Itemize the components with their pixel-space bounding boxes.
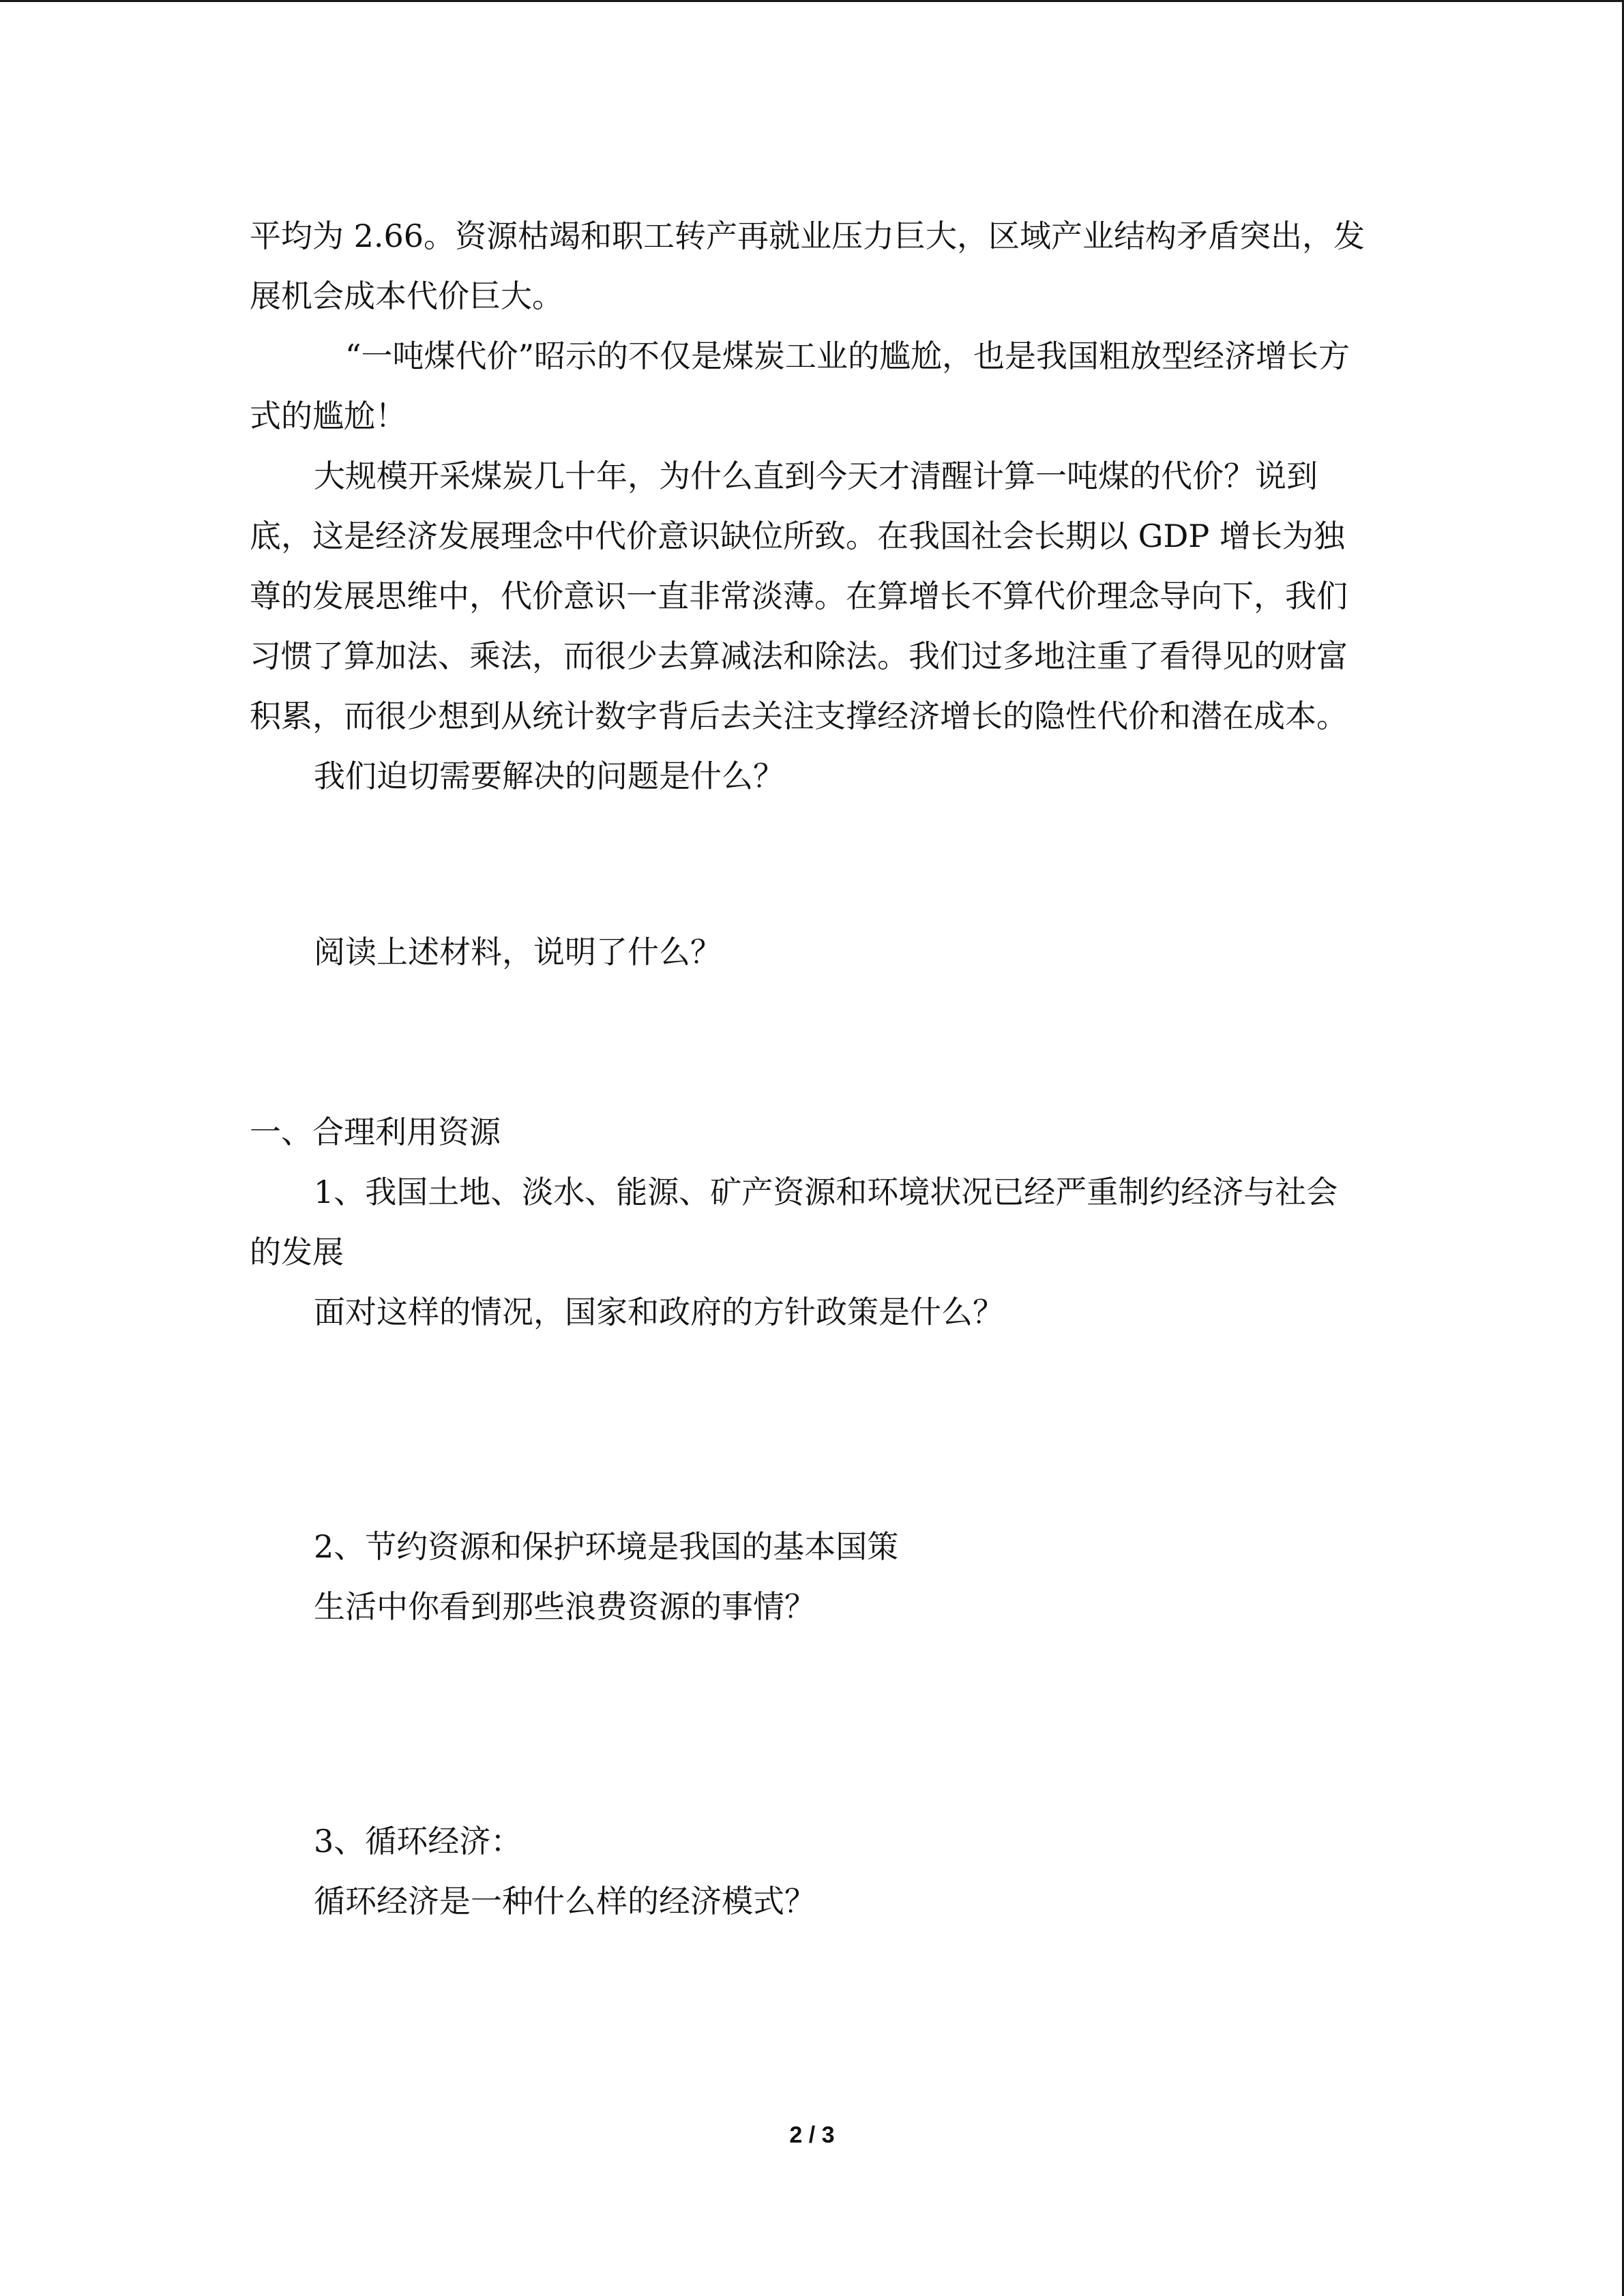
paragraph-1: 平均为 2.66。资源枯竭和职工转产再就业压力巨大，区域产业结构矛盾突出，发展机会成本代价巨大。	[250, 218, 1365, 314]
question-4: 生活中你看到那些浪费资源的事情？	[314, 1588, 816, 1625]
question-5: 循环经济是一种什么样的经济模式？	[314, 1883, 816, 1920]
answer-space	[250, 806, 1368, 922]
question-2: 阅读上述材料，说明了什么？	[314, 934, 722, 970]
document-page	[250, 206, 1368, 1931]
paragraph-3: 大规模开采煤炭几十年，为什么直到今天才清醒计算一吨煤的代价？说到底，这是经济发展理念中代价意识缺位所致。在我国社会长期以 GDP 增长为独尊的发展思维中，代价意识一直非常淡薄。在算增长不算代价理念导向下，我们习惯了算加法、乘法，而很少去算减法和除法。我们过多地注重了看得见的财富积累，而很少想到从统计数字背后去关注支撑经济增长的隐性代价和潜在成本。	[250, 458, 1348, 734]
top-border-line	[0, 0, 1624, 2]
list-item-2: 2、节约资源和保护环境是我国的基本国策	[314, 1528, 899, 1565]
answer-space	[250, 1342, 1368, 1517]
answer-space	[250, 1637, 1368, 1811]
paragraph-2: “一吨煤代价”昭示的不仅是煤炭工业的尴尬，也是我国粗放型经济增长方式的尴尬！	[250, 338, 1350, 434]
list-item-3: 3、循环经济：	[314, 1823, 522, 1860]
answer-space	[250, 982, 1368, 1102]
page-number: 2 / 3	[789, 2122, 835, 2148]
list-item-1: 1、我国土地、淡水、能源、矿产资源和环境状况已经严重制约经济与社会的发展	[250, 1174, 1338, 1270]
question-1: 我们迫切需要解决的问题是什么？	[314, 758, 784, 794]
question-3: 面对这样的情况，国家和政府的方针政策是什么？	[314, 1294, 1004, 1330]
section-heading-1: 一、合理利用资源	[250, 1114, 501, 1150]
